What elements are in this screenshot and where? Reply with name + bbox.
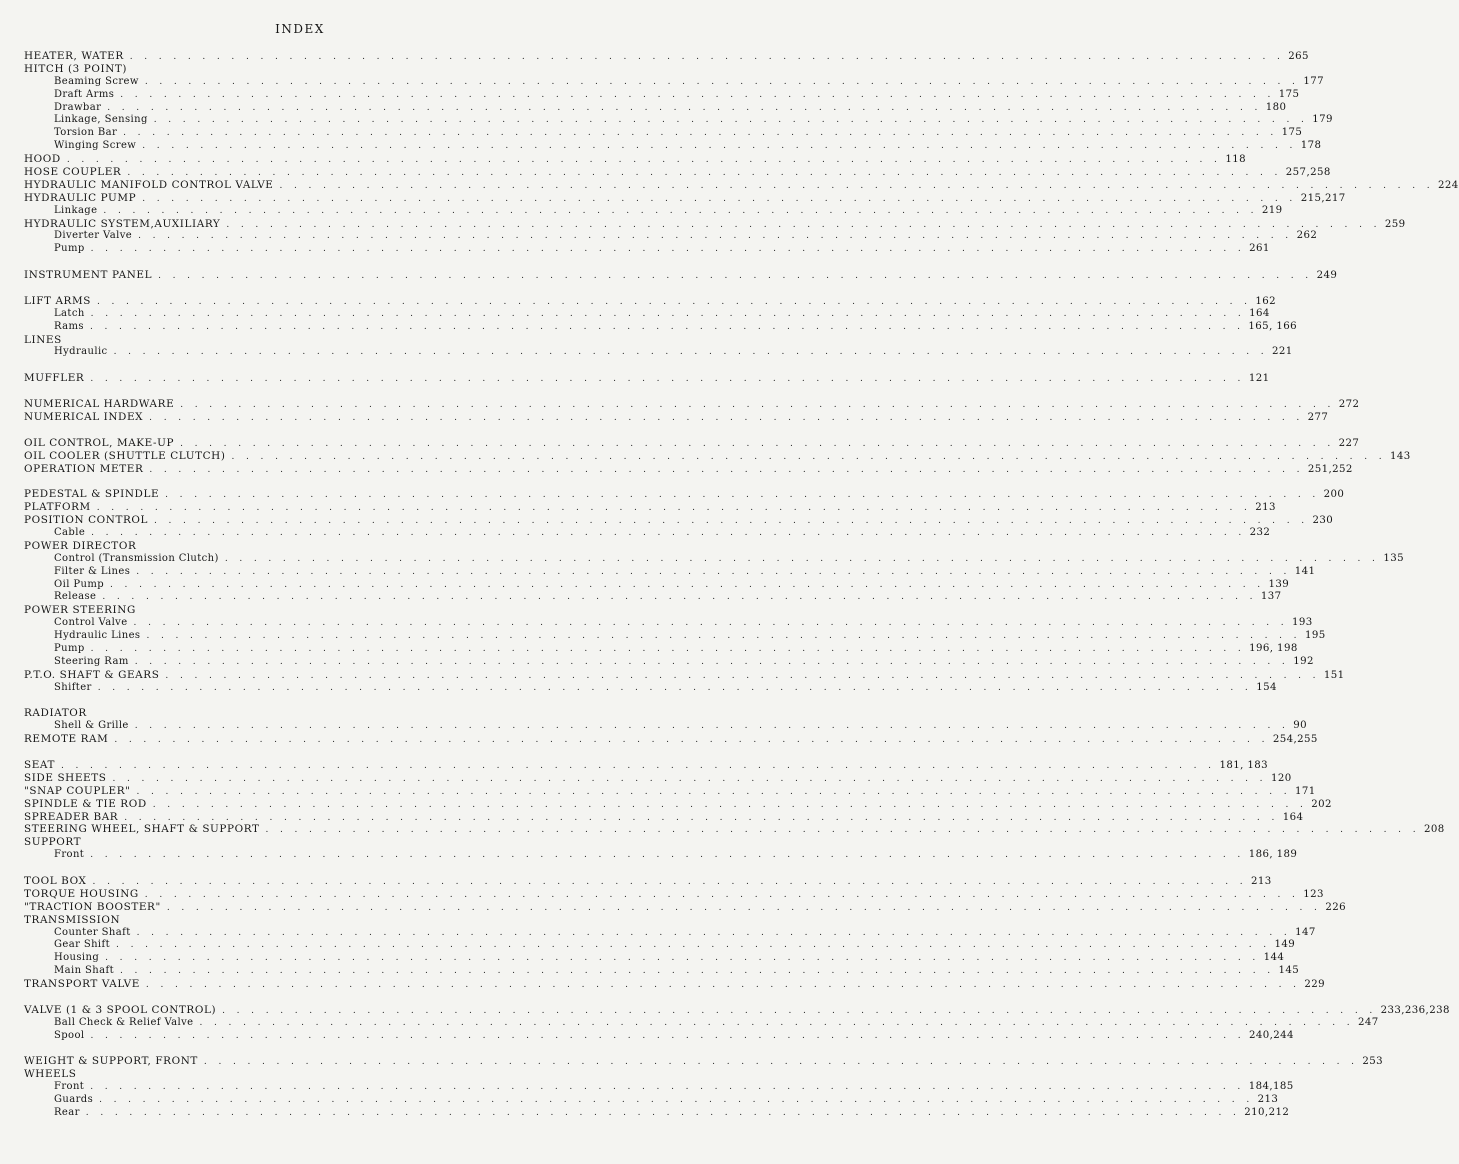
index-entry	[24, 372, 1270, 385]
entry-label: Counter Shaft	[54, 926, 131, 938]
entry-label: PLATFORM	[24, 501, 91, 514]
section-gap	[24, 475, 576, 488]
entry-page-number: 149	[1274, 939, 1296, 951]
dot-leader: . . . . . . . . . . . . . . . . . . . . . . . . . . . . . . . . . . . . . . . . . . . . . . . . . . . . . . . . . . . . . . . . . . . . . . . . . . . . . . . .	[90, 308, 1246, 319]
dot-leader: . . . . . . . . . . . . . . . . . . . . . . . . . . . . . . . . . . . . . . . . . . . . . . . . . . . . . . . . . . . . . . . . . . . . . . . . . . . . . . . .	[265, 825, 1420, 836]
index-subentry	[24, 655, 1314, 669]
entry-label: Spool	[54, 1029, 85, 1041]
entry-label: Housing	[54, 952, 100, 964]
entry-page-number: 121	[1248, 373, 1270, 385]
entry-page-number: 257,258	[1285, 167, 1331, 179]
dot-leader: . . . . . . . . . . . . . . . . . . . . . . . . . . . . . . . . . . . . . . . . . . . . . . . . . . . . . . . . . . . . . . . . . . . . . . . . . . . . . . . .	[165, 670, 1320, 681]
section-gap	[24, 282, 576, 295]
entry-label: TOOL BOX	[24, 875, 87, 887]
dot-leader: . . . . . . . . . . . . . . . . . . . . . . . . . . . . . . . . . . . . . . . . . . . . . . . . . . . . . . . . . . . . . . . . . . . . . . . . . . . . . . . .	[123, 128, 1278, 139]
dot-leader: . . . . . . . . . . . . . . . . . . . . . . . . . . . . . . . . . . . . . . . . . . . . . . . . . . . . . . . . . . . . . . . . . . . . . . . . . . . . . . . .	[224, 553, 1380, 564]
entry-page-number: 196, 198	[1249, 642, 1298, 654]
dot-leader: . . . . . . . . . . . . . . . . . . . . . . . . . . . . . . . . . . . . . . . . . . . . . . . . . . . . . . . . . . . . . . . . . . . . . . . . . . . . . . . .	[110, 579, 1265, 590]
dot-leader: . . . . . . . . . . . . . . . . . . . . . . . . . . . . . . . . . . . . . . . . . . . . . . . . . . . . . . . . . . . . . . . . . . . . . . . . . . . . . . . .	[120, 966, 1275, 977]
entry-label: "SNAP COUPLER"	[24, 784, 131, 797]
entry-label: OPERATION METER	[24, 462, 144, 475]
dot-leader: . . . . . . . . . . . . . . . . . . . . . . . . . . . . . . . . . . . . . . . . . . . . . . . . . . . . . . . . . . . . . . . . . . . . . . . . . . . . . . . .	[116, 940, 1271, 951]
index-entry	[24, 334, 576, 347]
entry-label: NUMERICAL INDEX	[24, 410, 144, 423]
index-entry	[24, 836, 576, 849]
entry-label: Rear	[54, 1107, 80, 1119]
entry-label: OIL CONTROL, MAKE-UP	[24, 436, 175, 449]
entry-page-number: 179	[1312, 114, 1333, 126]
index-subentry	[24, 565, 1316, 579]
dot-leader: . . . . . . . . . . . . . . . . . . . . . . . . . . . . . . . . . . . . . . . . . . . . . . . . . . . . . . . . . . . . . . . . . . . . . . . . . . . . . . . .	[146, 631, 1301, 642]
dot-leader: . . . . . . . . . . . . . . . . . . . . . . . . . . . . . . . . . . . . . . . . . . . . . . . . . . . . . . . . . . . . . . . . . . . . . . . . . . . . . . . .	[154, 516, 1309, 527]
index-entry	[24, 604, 576, 617]
index-entry	[24, 758, 1269, 772]
index-entry	[24, 462, 1353, 476]
entry-label: Shifter	[54, 681, 92, 693]
index-entry	[24, 978, 1326, 991]
entry-label: OIL COOLER (SHUTTLE CLUTCH)	[24, 449, 226, 462]
entry-label: Latch	[54, 307, 85, 319]
index-subentry	[24, 75, 1324, 89]
index-entry	[24, 1003, 1450, 1017]
entry-label: Gear Shift	[54, 939, 111, 951]
entry-label: POWER DIRECTOR	[24, 539, 137, 552]
entry-label: Ball Check & Relief Valve	[54, 1016, 194, 1028]
index-entry	[24, 784, 1316, 798]
dot-leader: . . . . . . . . . . . . . . . . . . . . . . . . . . . . . . . . . . . . . . . . . . . . . . . . . . . . . . . . . . . . . . . . . . . . . . . . . . . . . . . .	[133, 618, 1289, 629]
dot-leader: . . . . . . . . . . . . . . . . . . . . . . . . . . . . . . . . . . . . . . . . . . . . . . . . . . . . . . . . . . . . . . . . . . . . . . . . . . . . . . . .	[96, 296, 1252, 307]
entry-page-number: 137	[1260, 591, 1282, 603]
page-title: INDEX	[275, 22, 325, 36]
index-subentry	[24, 1107, 1290, 1120]
index-subentry	[24, 1081, 1294, 1094]
dot-leader: . . . . . . . . . . . . . . . . . . . . . . . . . . . . . . . . . . . . . . . . . . . . . . . . . . . . . . . . . . . . . . . . . . . . . . . . . . . . . . . .	[120, 89, 1275, 100]
entry-label: SUPPORT	[24, 836, 82, 849]
index-entry	[24, 1068, 576, 1081]
entry-page-number: 213	[1257, 1094, 1279, 1106]
dot-leader: . . . . . . . . . . . . . . . . . . . . . . . . . . . . . . . . . . . . . . . . . . . . . . . . . . . . . . . . . . . . . . . . . . . . . . . . . . . . . . . .	[127, 168, 1282, 179]
section-gap	[24, 256, 576, 269]
index-subentry	[24, 307, 1270, 321]
entry-label: Control (Transmission Clutch)	[54, 552, 219, 564]
dot-leader: . . . . . . . . . . . . . . . . . . . . . . . . . . . . . . . . . . . . . . . . . . . . . . . . . . . . . . . . . . . . . . . . . . . . . . . . . . . . . . . .	[180, 400, 1335, 411]
entry-label: Cable	[54, 526, 86, 538]
entry-page-number: 165, 166	[1248, 320, 1297, 332]
dot-leader: . . . . . . . . . . . . . . . . . . . . . . . . . . . . . . . . . . . . . . . . . . . . . . . . . . . . . . . . . . . . . . . . . . . . . . . . . . . . . . . .	[89, 321, 1245, 332]
dot-leader: . . . . . . . . . . . . . . . . . . . . . . . . . . . . . . . . . . . . . . . . . . . . . . . . . . . . . . . . . . . . . . . . . . . . . . . . . . . . . . . .	[144, 76, 1300, 87]
index-list	[24, 50, 1459, 1120]
dot-leader: . . . . . . . . . . . . . . . . . . . . . . . . . . . . . . . . . . . . . . . . . . . . . . . . . . . . . . . . . . . . . . . . . . . . . . . . . . . . . . . .	[166, 902, 1322, 913]
entry-label: TRANSPORT VALVE	[24, 978, 140, 991]
entry-label: "TRACTION BOOSTER"	[24, 900, 161, 913]
entry-page-number: 154	[1256, 681, 1277, 693]
entry-label: Drawbar	[54, 101, 102, 113]
dot-leader: . . . . . . . . . . . . . . . . . . . . . . . . . . . . . . . . . . . . . . . . . . . . . . . . . . . . . . . . . . . . . . . . . . . . . . . . . . . . . . . .	[136, 566, 1291, 577]
entry-label: P.T.O. SHAFT & GEARS	[24, 668, 160, 681]
index-entry	[24, 771, 1292, 785]
entry-label: Front	[54, 849, 85, 861]
index-subentry	[24, 230, 1318, 243]
dot-leader: . . . . . . . . . . . . . . . . . . . . . . . . . . . . . . . . . . . . . . . . . . . . . . . . . . . . . . . . . . . . . . . . . . . . . . . . . . . . . . . .	[107, 102, 1262, 113]
entry-label: Release	[54, 591, 97, 603]
index-subentry	[24, 630, 1326, 643]
index-subentry	[24, 552, 1404, 566]
index-entry	[24, 294, 1277, 308]
entry-page-number: 123	[1303, 888, 1324, 900]
entry-page-number: 249	[1316, 270, 1338, 282]
entry-label: HYDRAULIC SYSTEM,AUXILIARY	[24, 217, 221, 230]
index-entry	[24, 398, 1360, 411]
entry-page-number: 120	[1270, 772, 1292, 784]
entry-page-number: 265	[1288, 51, 1309, 62]
entry-page-number: 232	[1249, 526, 1271, 538]
entry-page-number: 261	[1249, 243, 1270, 255]
dot-leader: . . . . . . . . . . . . . . . . . . . . . . . . . . . . . . . . . . . . . . . . . . . . . . . . . . . . . . . . . . . . . . . . . . . . . . . . . . . . . . . .	[231, 451, 1386, 462]
index-entry	[24, 449, 1411, 463]
dot-leader: . . . . . . . . . . . . . . . . . . . . . . . . . . . . . . . . . . . . . . . . . . . . . . . . . . . . . . . . . . . . . . . . . . . . . . . . . . . . . . . .	[138, 231, 1293, 242]
index-entry	[24, 514, 1334, 527]
entry-page-number: 202	[1311, 798, 1332, 810]
index-entry	[24, 410, 1329, 424]
dot-leader: . . . . . . . . . . . . . . . . . . . . . . . . . . . . . . . . . . . . . . . . . . . . . . . . . . . . . . . . . . . . . . . . . . . . . . . . . . . . . . . .	[136, 786, 1291, 797]
entry-page-number: 230	[1312, 515, 1334, 527]
dot-leader: . . . . . . . . . . . . . . . . . . . . . . . . . . . . . . . . . . . . . . . . . . . . . . . . . . . . . . . . . . . . . . . . . . . . . . . . . . . . . . . .	[96, 503, 1252, 514]
entry-label: Diverter Valve	[54, 230, 133, 242]
index-entry	[24, 63, 576, 76]
entry-page-number: 208	[1423, 824, 1445, 836]
entry-page-number: 195	[1304, 630, 1326, 642]
dot-leader: . . . . . . . . . . . . . . . . . . . . . . . . . . . . . . . . . . . . . . . . . . . . . . . . . . . . . . . . . . . . . . . . . . . . . . . . . . . . . . . .	[149, 464, 1304, 475]
entry-page-number: 180	[1265, 101, 1287, 113]
entry-label: SPREADER BAR	[24, 810, 119, 823]
index-entry	[24, 166, 1331, 179]
index-entry	[24, 191, 1346, 205]
entry-label: Torsion Bar	[54, 127, 118, 139]
entry-label: MUFFLER	[24, 372, 85, 385]
dot-leader: . . . . . . . . . . . . . . . . . . . . . . . . . . . . . . . . . . . . . . . . . . . . . . . . . . . . . . . . . . . . . . . . . . . . . . . . . . . . . . . .	[114, 735, 1269, 746]
index-entry	[24, 269, 1338, 282]
entry-label: TRANSMISSION	[24, 913, 121, 926]
section-gap	[24, 695, 576, 708]
entry-label: POWER STEERING	[24, 604, 136, 617]
index-subentry	[24, 720, 1307, 733]
entry-page-number: 224	[1437, 179, 1459, 191]
entry-label: HOSE COUPLER	[24, 166, 122, 179]
entry-page-number: 151	[1323, 669, 1345, 681]
entry-page-number: 135	[1383, 552, 1404, 564]
entry-page-number: 164	[1282, 811, 1304, 823]
entry-page-number: 186, 189	[1248, 849, 1298, 861]
dot-leader: . . . . . . . . . . . . . . . . . . . . . . . . . . . . . . . . . . . . . . . . . . . . . . . . . . . . . . . . . . . . . . . . . . . . . . . . . . . . . . . .	[158, 271, 1313, 282]
dot-leader: . . . . . . . . . . . . . . . . . . . . . . . . . . . . . . . . . . . . . . . . . . . . . . . . . . . . . . . . . . . . . . . . . . . . . . . . . . . . . . . .	[90, 643, 1246, 654]
entry-label: VALVE (1 & 3 SPOOL CONTROL)	[24, 1003, 217, 1016]
dot-leader: . . . . . . . . . . . . . . . . . . . . . . . . . . . . . . . . . . . . . . . . . . . . . . . . . . . . . . . . . . . . . . . . . . . . . . . . . . . . . . . .	[199, 1017, 1354, 1028]
entry-page-number: 219	[1261, 204, 1283, 216]
index-entry	[24, 50, 1309, 63]
entry-page-number: 247	[1357, 1016, 1379, 1028]
dot-leader: . . . . . . . . . . . . . . . . . . . . . . . . . . . . . . . . . . . . . . . . . . . . . . . . . . . . . . . . . . . . . . . . . . . . . . . . . . . . . . . .	[279, 180, 1434, 191]
index-entry	[24, 488, 1345, 501]
dot-leader: . . . . . . . . . . . . . . . . . . . . . . . . . . . . . . . . . . . . . . . . . . . . . . . . . . . . . . . . . . . . . . . . . . . . . . . . . . . . . . . .	[145, 980, 1301, 991]
entry-label: Hydraulic Lines	[54, 630, 141, 642]
entry-page-number: 200	[1323, 489, 1345, 501]
section-gap	[24, 385, 576, 398]
dot-leader: . . . . . . . . . . . . . . . . . . . . . . . . . . . . . . . . . . . . . . . . . . . . . . . . . . . . . . . . . . . . . . . . . . . . . . . . . . . . . . . .	[90, 1082, 1245, 1093]
dot-leader: . . . . . . . . . . . . . . . . . . . . . . . . . . . . . . . . . . . . . . . . . . . . . . . . . . . . . . . . . . . . . . . . . . . . . . . . . . . . . . . .	[90, 850, 1245, 861]
entry-page-number: 171	[1294, 785, 1316, 797]
entry-page-number: 178	[1300, 140, 1322, 152]
entry-label: PEDESTAL & SPINDLE	[24, 488, 160, 501]
dot-leader: . . . . . . . . . . . . . . . . . . . . . . . . . . . . . . . . . . . . . . . . . . . . . . . . . . . . . . . . . . . . . . . . . . . . . . . . . . . . . . . .	[152, 799, 1308, 810]
entry-label: HEATER, WATER	[24, 50, 124, 62]
entry-label: Guards	[54, 1094, 94, 1106]
dot-leader: . . . . . . . . . . . . . . . . . . . . . . . . . . . . . . . . . . . . . . . . . . . . . . . . . . . . . . . . . . . . . . . . . . . . . . . . . . . . . . . .	[180, 438, 1335, 449]
dot-leader: . . . . . . . . . . . . . . . . . . . . . . . . . . . . . . . . . . . . . . . . . . . . . . . . . . . . . . . . . . . . . . . . . . . . . . . . . . . . . . . .	[90, 244, 1246, 255]
entry-label: HYDRAULIC MANIFOLD CONTROL VALVE	[24, 178, 274, 191]
index-subentry	[24, 952, 1285, 965]
dot-leader: . . . . . . . . . . . . . . . . . . . . . . . . . . . . . . . . . . . . . . . . . . . . . . . . . . . . . . . . . . . . . . . . . . . . . . . . . . . . . . . .	[97, 682, 1253, 693]
dot-leader: . . . . . . . . . . . . . . . . . . . . . . . . . . . . . . . . . . . . . . . . . . . . . . . . . . . . . . . . . . . . . . . . . . . . . . . . . . . . . . . .	[90, 1030, 1245, 1041]
dot-leader: . . . . . . . . . . . . . . . . . . . . . . . . . . . . . . . . . . . . . . . . . . . . . . . . . . . . . . . . . . . . . . . . . . . . . . . . . . . . . . . .	[90, 374, 1245, 385]
entry-label: Rams	[54, 320, 84, 332]
entry-page-number: 215,217	[1300, 192, 1346, 204]
dot-leader: . . . . . . . . . . . . . . . . . . . . . . . . . . . . . . . . . . . . . . . . . . . . . . . . . . . . . . . . . . . . . . . . . . . . . . . . . . . . . . . .	[124, 812, 1279, 823]
entry-label: HYDRAULIC PUMP	[24, 191, 137, 204]
index-subentry	[24, 617, 1313, 630]
entry-label: REMOTE RAM	[24, 733, 109, 746]
entry-page-number: 118	[1225, 154, 1246, 166]
index-entry	[24, 900, 1346, 914]
index-subentry	[24, 1029, 1294, 1043]
index-subentry	[24, 681, 1277, 695]
entry-page-number: 253	[1362, 1056, 1384, 1068]
index-entry	[24, 178, 1459, 192]
index-entry	[24, 887, 1324, 901]
entry-label: Control Valve	[54, 617, 128, 629]
index-subentry	[24, 578, 1290, 592]
index-subentry	[24, 114, 1333, 127]
entry-page-number: 141	[1294, 565, 1316, 577]
index-entry	[24, 914, 576, 927]
dot-leader: . . . . . . . . . . . . . . . . . . . . . . . . . . . . . . . . . . . . . . . . . . . . . . . . . . . . . . . . . . . . . . . . . . . . . . . . . . . . . . . .	[105, 953, 1260, 964]
dot-leader: . . . . . . . . . . . . . . . . . . . . . . . . . . . . . . . . . . . . . . . . . . . . . . . . . . . . . . . . . . . . . . . . . . . . . . . . . . . . . . . .	[60, 760, 1216, 771]
index-subentry	[24, 127, 1303, 140]
entry-label: Beaming Screw	[54, 75, 139, 87]
section-gap	[24, 862, 576, 875]
entry-page-number: 145	[1278, 965, 1300, 977]
entry-page-number: 251,252	[1307, 463, 1353, 475]
entry-label: Pump	[54, 642, 85, 654]
index-subentry	[24, 965, 1300, 978]
index-subentry	[24, 140, 1322, 153]
entry-page-number: 143	[1389, 450, 1411, 462]
dot-leader: . . . . . . . . . . . . . . . . . . . . . . . . . . . . . . . . . . . . . . . . . . . . . . . . . . . . . . . . . . . . . . . . . . . . . . . . . . . . . . . .	[203, 1057, 1359, 1068]
index-entry	[24, 501, 1276, 514]
dot-leader: . . . . . . . . . . . . . . . . . . . . . . . . . . . . . . . . . . . . . . . . . . . . . . . . . . . . . . . . . . . . . . . . . . . . . . . . . . . . . . . .	[112, 773, 1267, 784]
dot-leader: . . . . . . . . . . . . . . . . . . . . . . . . . . . . . . . . . . . . . . . . . . . . . . . . . . . . . . . . . . . . . . . . . . . . . . . . . . . . . . . .	[129, 52, 1285, 62]
entry-page-number: 184,185	[1248, 1081, 1294, 1093]
index-subentry	[24, 88, 1300, 102]
index-subentry	[24, 1016, 1379, 1030]
entry-label: Main Shaft	[54, 965, 114, 977]
entry-page-number: 177	[1303, 75, 1324, 87]
section-gap	[24, 1043, 576, 1056]
entry-label: NUMERICAL HARDWARE	[24, 398, 175, 411]
section-gap	[24, 359, 576, 372]
entry-label: LIFT ARMS	[24, 294, 91, 307]
entry-label: INSTRUMENT PANEL	[24, 269, 153, 282]
dot-leader: . . . . . . . . . . . . . . . . . . . . . . . . . . . . . . . . . . . . . . . . . . . . . . . . . . . . . . . . . . . . . . . . . . . . . . . . . . . . . . . .	[142, 141, 1297, 152]
entry-label: RADIATOR	[24, 707, 87, 720]
entry-page-number: 254,255	[1272, 734, 1318, 746]
index-subentry	[24, 243, 1270, 256]
entry-page-number: 213	[1255, 502, 1276, 514]
dot-leader: . . . . . . . . . . . . . . . . . . . . . . . . . . . . . . . . . . . . . . . . . . . . . . . . . . . . . . . . . . . . . . . . . . . . . . . . . . . . . . . .	[102, 592, 1257, 603]
dot-leader: . . . . . . . . . . . . . . . . . . . . . . . . . . . . . . . . . . . . . . . . . . . . . . . . . . . . . . . . . . . . . . . . . . . . . . . . . . . . . . . .	[66, 155, 1222, 166]
entry-page-number: 272	[1338, 399, 1360, 411]
entry-label: Filter & Lines	[54, 565, 131, 577]
entry-label: Oil Pump	[54, 578, 105, 590]
entry-page-number: 147	[1295, 926, 1316, 938]
dot-leader: . . . . . . . . . . . . . . . . . . . . . . . . . . . . . . . . . . . . . . . . . . . . . . . . . . . . . . . . . . . . . . . . . . . . . . . . . . . . . . . .	[222, 1005, 1377, 1016]
entry-label: WHEELS	[24, 1068, 77, 1081]
entry-label: SIDE SHEETS	[24, 771, 107, 784]
dot-leader: . . . . . . . . . . . . . . . . . . . . . . . . . . . . . . . . . . . . . . . . . . . . . . . . . . . . . . . . . . . . . . . . . . . . . . . . . . . . . . . .	[99, 1095, 1254, 1106]
index-subentry	[24, 939, 1296, 952]
entry-page-number: 262	[1296, 230, 1318, 242]
dot-leader: . . . . . . . . . . . . . . . . . . . . . . . . . . . . . . . . . . . . . . . . . . . . . . . . . . . . . . . . . . . . . . . . . . . . . . . . . . . . . . . .	[85, 1108, 1241, 1119]
dot-leader: . . . . . . . . . . . . . . . . . . . . . . . . . . . . . . . . . . . . . . . . . . . . . . . . . . . . . . . . . . . . . . . . . . . . . . . . . . . . . . . .	[113, 347, 1269, 358]
entry-label: LINES	[24, 333, 62, 346]
entry-page-number: 221	[1272, 346, 1293, 358]
dot-leader: . . . . . . . . . . . . . . . . . . . . . . . . . . . . . . . . . . . . . . . . . . . . . . . . . . . . . . . . . . . . . . . . . . . . . . . . . . . . . . . .	[153, 115, 1309, 126]
entry-label: Shell & Grille	[54, 720, 129, 732]
index-entry	[24, 707, 576, 720]
entry-page-number: 139	[1268, 578, 1290, 590]
index-entry	[24, 1055, 1384, 1068]
entry-label: Hydraulic	[54, 346, 108, 358]
index-subentry	[24, 346, 1293, 359]
entry-page-number: 277	[1307, 411, 1329, 423]
index-subentry	[24, 204, 1283, 218]
entry-page-number: 213	[1251, 876, 1272, 887]
dot-leader: . . . . . . . . . . . . . . . . . . . . . . . . . . . . . . . . . . . . . . . . . . . . . . . . . . . . . . . . . . . . . . . . . . . . . . . . . . . . . . . .	[103, 205, 1258, 216]
dot-leader: . . . . . . . . . . . . . . . . . . . . . . . . . . . . . . . . . . . . . . . . . . . . . . . . . . . . . . . . . . . . . . . . . . . . . . . . . . . . . . . .	[136, 927, 1292, 938]
index-subentry	[24, 926, 1316, 940]
entry-label: POSITION CONTROL	[24, 514, 149, 527]
entry-label: Pump	[54, 243, 85, 255]
entry-label: HOOD	[24, 153, 61, 166]
index-subentry	[24, 591, 1282, 604]
index-entry	[24, 153, 1246, 166]
dot-leader: . . . . . . . . . . . . . . . . . . . . . . . . . . . . . . . . . . . . . . . . . . . . . . . . . . . . . . . . . . . . . . . . . . . . . . . . . . . . . . . .	[134, 656, 1290, 667]
entry-page-number: 240,244	[1248, 1029, 1294, 1041]
index-entry	[24, 797, 1332, 811]
index-entry	[24, 436, 1360, 450]
index-subentry	[24, 101, 1287, 115]
dot-leader: . . . . . . . . . . . . . . . . . . . . . . . . . . . . . . . . . . . . . . . . . . . . . . . . . . . . . . . . . . . . . . . . . . . . . . . . . . . . . . . .	[91, 527, 1246, 538]
entry-page-number: 144	[1263, 952, 1285, 964]
index-subentry	[24, 642, 1298, 656]
entry-page-number: 164	[1249, 307, 1270, 319]
entry-label: SPINDLE & TIE ROD	[24, 797, 147, 810]
entry-page-number: 259	[1384, 218, 1406, 230]
entry-label: WEIGHT & SUPPORT, FRONT	[24, 1055, 198, 1068]
entry-label: SEAT	[24, 758, 55, 771]
entry-page-number: 210,212	[1244, 1107, 1290, 1119]
entry-page-number: 226	[1325, 901, 1346, 913]
entry-label: Draft Arms	[54, 88, 115, 100]
index-entry	[24, 875, 1272, 888]
index-entry	[24, 668, 1345, 682]
entry-label: HITCH (3 POINT)	[24, 62, 128, 75]
index-subentry	[24, 320, 1297, 334]
dot-leader: . . . . . . . . . . . . . . . . . . . . . . . . . . . . . . . . . . . . . . . . . . . . . . . . . . . . . . . . . . . . . . . . . . . . . . . . . . . . . . . .	[92, 877, 1248, 887]
entry-label: Winging Screw	[54, 140, 137, 152]
index-subentry	[24, 1094, 1279, 1107]
entry-label: STEERING WHEEL, SHAFT & SUPPORT	[24, 823, 260, 836]
dot-leader: . . . . . . . . . . . . . . . . . . . . . . . . . . . . . . . . . . . . . . . . . . . . . . . . . . . . . . . . . . . . . . . . . . . . . . . . . . . . . . . .	[226, 219, 1381, 230]
section-gap	[24, 746, 576, 759]
index-entry	[24, 733, 1318, 746]
entry-page-number: 175	[1281, 127, 1303, 139]
dot-leader: . . . . . . . . . . . . . . . . . . . . . . . . . . . . . . . . . . . . . . . . . . . . . . . . . . . . . . . . . . . . . . . . . . . . . . . . . . . . . . . .	[165, 490, 1320, 501]
index-entry	[24, 810, 1304, 824]
entry-page-number: 175	[1278, 88, 1300, 100]
dot-leader: . . . . . . . . . . . . . . . . . . . . . . . . . . . . . . . . . . . . . . . . . . . . . . . . . . . . . . . . . . . . . . . . . . . . . . . . . . . . . . . .	[144, 889, 1300, 900]
index-subentry	[24, 526, 1271, 540]
entry-page-number: 192	[1293, 655, 1314, 667]
entry-page-number: 227	[1338, 437, 1360, 449]
entry-page-number: 90	[1293, 720, 1307, 732]
entry-page-number: 193	[1292, 617, 1313, 629]
entry-page-number: 181, 183	[1219, 759, 1269, 771]
index-entry	[24, 540, 576, 553]
entry-label: Front	[54, 1081, 85, 1093]
entry-page-number: 233,236,238	[1380, 1004, 1450, 1016]
entry-label: Linkage	[54, 204, 98, 216]
dot-leader: . . . . . . . . . . . . . . . . . . . . . . . . . . . . . . . . . . . . . . . . . . . . . . . . . . . . . . . . . . . . . . . . . . . . . . . . . . . . . . . .	[134, 721, 1290, 732]
entry-label: TORQUE HOUSING	[24, 887, 139, 900]
index-entry	[24, 823, 1445, 836]
dot-leader: . . . . . . . . . . . . . . . . . . . . . . . . . . . . . . . . . . . . . . . . . . . . . . . . . . . . . . . . . . . . . . . . . . . . . . . . . . . . . . . .	[149, 412, 1304, 423]
index-subentry	[24, 849, 1298, 862]
index-entry	[24, 217, 1406, 231]
entry-page-number: 229	[1304, 979, 1326, 991]
dot-leader: . . . . . . . . . . . . . . . . . . . . . . . . . . . . . . . . . . . . . . . . . . . . . . . . . . . . . . . . . . . . . . . . . . . . . . . . . . . . . . . .	[142, 193, 1297, 204]
entry-page-number: 162	[1255, 295, 1277, 307]
section-gap	[24, 991, 576, 1004]
entry-label: Steering Ram	[54, 655, 129, 667]
section-gap	[24, 424, 576, 437]
entry-label: Linkage, Sensing	[54, 114, 148, 126]
